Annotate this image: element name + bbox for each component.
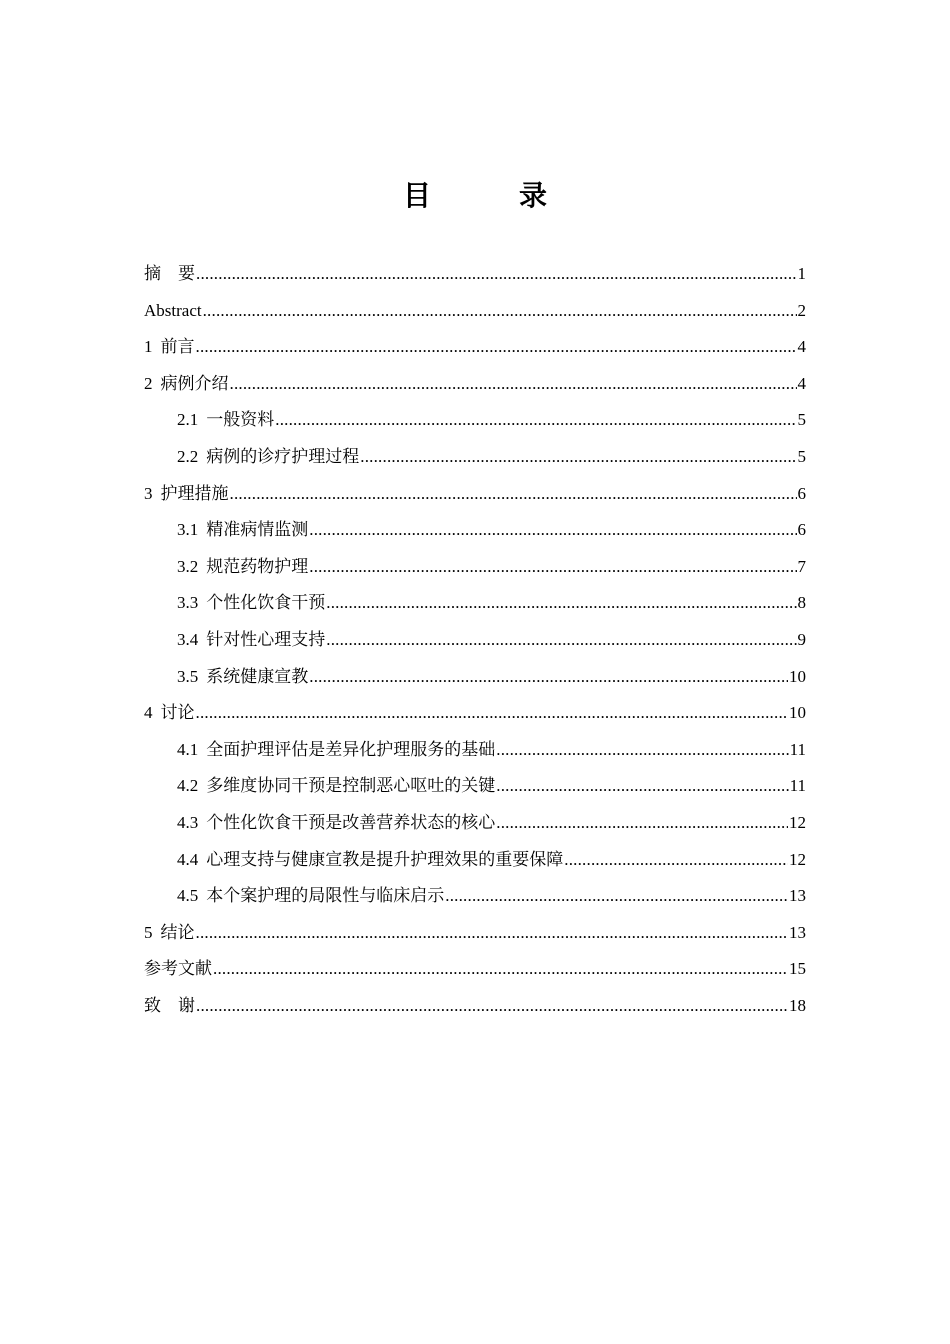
toc-entry-label: 讨论 — [160, 703, 195, 724]
toc-dot-leader — [196, 695, 789, 732]
toc-entry-page-number: 5 — [797, 446, 806, 466]
toc-entry[interactable] — [144, 549, 806, 586]
toc-entry-page-number: 4 — [797, 373, 806, 393]
toc-entry-number: 3.3 — [177, 593, 199, 613]
toc-entry-label: 个性化饮食干预 — [206, 593, 326, 614]
toc-dot-leader — [496, 805, 788, 842]
toc-entry[interactable] — [144, 695, 806, 732]
toc-dot-leader — [360, 439, 796, 476]
toc-entry-page-number: 2 — [797, 300, 806, 320]
toc-entry-label: 心理支持与健康宣教是提升护理效果的重要保障 — [206, 849, 564, 870]
toc-entry[interactable] — [144, 988, 806, 1025]
toc-entry-page-number: 6 — [797, 483, 806, 503]
toc-entry-page-number: 18 — [789, 995, 806, 1015]
toc-dot-leader — [275, 402, 796, 439]
toc-entry[interactable] — [144, 842, 806, 879]
toc-dot-leader — [203, 293, 797, 330]
toc-entry-page-number: 1 — [797, 264, 806, 283]
toc-entry-number: 5 — [144, 922, 153, 942]
toc-entry-label: 结论 — [160, 922, 195, 943]
toc-entry[interactable] — [144, 732, 806, 769]
toc-entry-page-number: 8 — [797, 593, 806, 613]
toc-entry-page-number: 10 — [789, 666, 806, 686]
toc-dot-leader — [564, 842, 788, 879]
toc-entry-label: 病例的诊疗护理过程 — [206, 446, 360, 467]
toc-entry-label: Abstract — [144, 300, 202, 320]
toc-entry[interactable] — [144, 402, 806, 439]
toc-dot-leader — [326, 585, 796, 622]
toc-entry-page-number: 4 — [797, 337, 806, 357]
toc-entry[interactable] — [144, 329, 806, 366]
toc-dot-leader — [230, 366, 797, 403]
toc-dot-leader — [309, 549, 796, 586]
toc-entry[interactable] — [144, 439, 806, 476]
toc-entry-label: 规范药物护理 — [206, 556, 309, 577]
toc-entry-number: 2.1 — [177, 410, 199, 430]
toc-entry-page-number: 7 — [797, 556, 806, 576]
toc-entry-label: 个性化饮食干预是改善营养状态的核心 — [206, 812, 496, 833]
table-of-contents — [144, 256, 806, 1024]
toc-entry-number: 2 — [144, 373, 153, 393]
toc-entry-label: 全面护理评估是差异化护理服务的基础 — [206, 739, 496, 760]
toc-entry-number: 4.2 — [177, 776, 199, 796]
toc-entry-page-number: 12 — [789, 812, 806, 832]
toc-dot-leader — [196, 915, 789, 952]
toc-dot-leader — [213, 951, 788, 988]
toc-entry[interactable] — [144, 366, 806, 403]
toc-dot-leader — [196, 988, 788, 1025]
toc-dot-leader — [196, 329, 797, 366]
toc-entry-page-number: 9 — [797, 629, 806, 649]
toc-entry-number: 4.1 — [177, 739, 199, 759]
toc-entry[interactable] — [144, 476, 806, 513]
toc-entry-page-number: 11 — [789, 739, 806, 759]
toc-entry-number: 1 — [144, 337, 153, 357]
toc-dot-leader — [196, 256, 797, 293]
toc-entry-label: 精准病情监测 — [206, 520, 309, 541]
toc-entry[interactable] — [144, 878, 806, 915]
toc-entry-page-number: 5 — [797, 410, 806, 430]
toc-dot-leader — [445, 878, 788, 915]
toc-entry[interactable] — [144, 768, 806, 805]
toc-entry[interactable] — [144, 512, 806, 549]
toc-entry-page-number: 11 — [789, 776, 806, 796]
toc-entry-number: 3.5 — [177, 666, 199, 686]
toc-entry-number: 4.5 — [177, 886, 199, 906]
toc-dot-leader — [230, 476, 797, 513]
toc-entry-label: 致 谢 — [144, 995, 195, 1016]
toc-entry-number: 4 — [144, 703, 153, 723]
toc-entry-number: 3.2 — [177, 556, 199, 576]
toc-entry[interactable] — [144, 805, 806, 842]
toc-dot-leader — [496, 732, 788, 769]
toc-entry-number: 3 — [144, 483, 153, 503]
toc-entry[interactable] — [144, 915, 806, 952]
toc-entry-label: 护理措施 — [160, 483, 229, 504]
toc-entry-number: 3.1 — [177, 520, 199, 540]
toc-dot-leader — [496, 768, 788, 805]
toc-entry-page-number: 13 — [789, 922, 806, 942]
toc-entry-label: 参考文献 — [144, 959, 212, 980]
toc-entry-page-number: 15 — [789, 959, 806, 979]
toc-entry-label: 系统健康宣教 — [206, 666, 309, 687]
toc-entry[interactable] — [144, 659, 806, 696]
toc-entry-number: 4.4 — [177, 849, 199, 869]
toc-entry-label: 多维度协同干预是控制恶心呕吐的关键 — [206, 776, 496, 797]
toc-entry-page-number: 12 — [789, 849, 806, 869]
toc-entry-label: 一般资料 — [206, 410, 275, 431]
toc-entry[interactable] — [144, 293, 806, 330]
page-title: 目 录 — [402, 179, 577, 212]
toc-dot-leader — [326, 622, 796, 659]
toc-dot-leader — [309, 659, 788, 696]
toc-entry-label: 针对性心理支持 — [206, 629, 326, 650]
toc-entry-label: 摘 要 — [144, 264, 195, 284]
toc-entry-label: 本个案护理的局限性与临床启示 — [206, 886, 445, 907]
toc-entry[interactable] — [144, 256, 806, 293]
toc-entry-number: 4.3 — [177, 812, 199, 832]
toc-entry-number: 2.2 — [177, 446, 199, 466]
toc-dot-leader — [309, 512, 796, 549]
toc-entry[interactable] — [144, 585, 806, 622]
toc-entry-page-number: 10 — [789, 703, 806, 723]
toc-entry[interactable] — [144, 622, 806, 659]
toc-entry[interactable] — [144, 951, 806, 988]
toc-entry-number: 3.4 — [177, 629, 199, 649]
toc-entry-page-number: 6 — [797, 520, 806, 540]
toc-entry-page-number: 13 — [789, 886, 806, 906]
toc-entry-label: 前言 — [160, 337, 195, 358]
toc-entry-label: 病例介绍 — [160, 373, 229, 394]
